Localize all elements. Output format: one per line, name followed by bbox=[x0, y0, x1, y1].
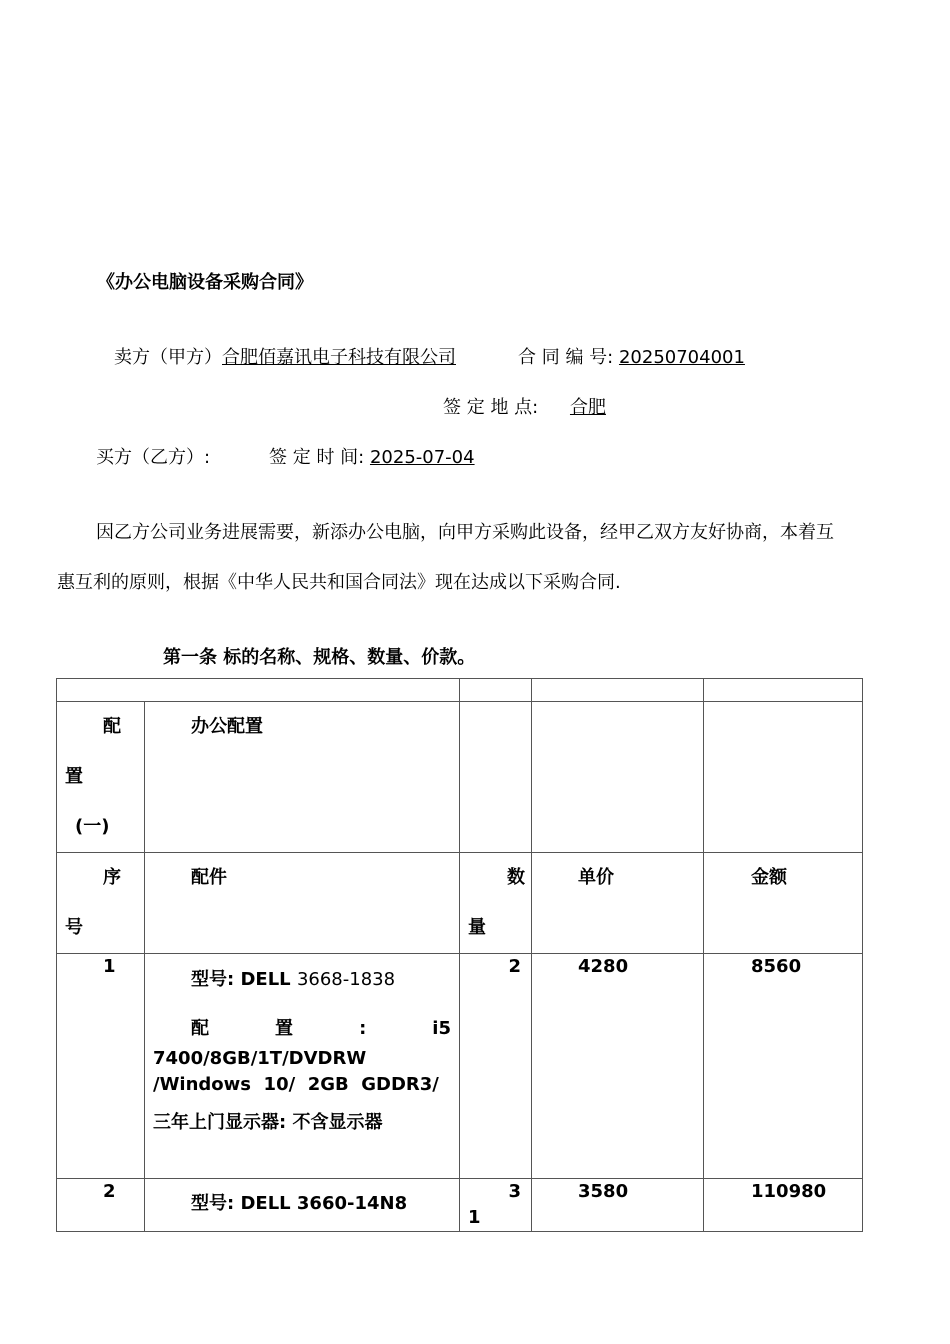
header-part: 配件 bbox=[145, 853, 460, 954]
contract-number-line bbox=[518, 343, 745, 369]
signing-place-line bbox=[443, 393, 646, 419]
row2-price: 3580 bbox=[532, 1179, 704, 1232]
row2-spec: 型号: DELL 3660-14N8 bbox=[145, 1179, 460, 1232]
header-qty: 数 量 bbox=[460, 853, 532, 954]
table-row bbox=[57, 954, 863, 1179]
document-title: 《办公电脑设备采购合同》 bbox=[97, 272, 313, 293]
signing-place: 合肥 bbox=[569, 397, 606, 418]
config-label-cell: 配 置 (一) bbox=[57, 702, 145, 853]
row1-seq: 1 bbox=[57, 954, 145, 1179]
intro-paragraph-line-1: 因乙方公司业务进展需要，新添办公电脑，向甲方采购此设备，经甲乙双方友好协商，本着互 bbox=[96, 522, 834, 543]
config-row bbox=[57, 702, 863, 853]
signing-date-line bbox=[269, 443, 475, 469]
seller-label: 卖方（甲方） bbox=[114, 347, 222, 368]
header-seq: 序 号 bbox=[57, 853, 145, 954]
row1-qty: 2 bbox=[460, 954, 532, 1179]
config-title-cell: 办公配置 bbox=[145, 702, 460, 853]
items-table bbox=[56, 678, 863, 1232]
row1-spec: 型号: DELL 3668-1838 配 置 : i5 7400/8GB/1T/DVDRW /Windows 10/ 2GB GDDR3/ 三年上门显示器: 不含显示器 bbox=[145, 954, 460, 1179]
signing-date-label: 签 定 时 间: bbox=[269, 447, 365, 468]
section-heading-1: 第一条 标的名称、规格、数量、价款。 bbox=[163, 647, 476, 668]
header-amount: 金额 bbox=[704, 853, 863, 954]
signing-place-label: 签 定 地 点: bbox=[443, 397, 539, 418]
contract-number: 20250704001 bbox=[618, 347, 745, 368]
seller-name: 合肥佰嘉讯电子科技有限公司 bbox=[222, 347, 456, 368]
buyer-label: 买方（乙方）: bbox=[96, 447, 211, 468]
contract-number-label: 合 同 编 号: bbox=[518, 347, 614, 368]
intro-paragraph-line-2: 惠互利的原则，根据《中华人民共和国合同法》现在达成以下采购合同. bbox=[57, 572, 621, 593]
row1-price: 4280 bbox=[532, 954, 704, 1179]
table-top-row bbox=[57, 679, 863, 702]
signing-date: 2025-07-04 bbox=[369, 447, 475, 468]
table-row bbox=[57, 1179, 863, 1232]
seller-line bbox=[114, 343, 456, 369]
header-price: 单价 bbox=[532, 853, 704, 954]
row2-qty: 3 1 bbox=[460, 1179, 532, 1232]
table-header-row bbox=[57, 853, 863, 954]
row1-amount: 8560 bbox=[704, 954, 863, 1179]
row2-seq: 2 bbox=[57, 1179, 145, 1232]
row2-amount: 110980 bbox=[704, 1179, 863, 1232]
